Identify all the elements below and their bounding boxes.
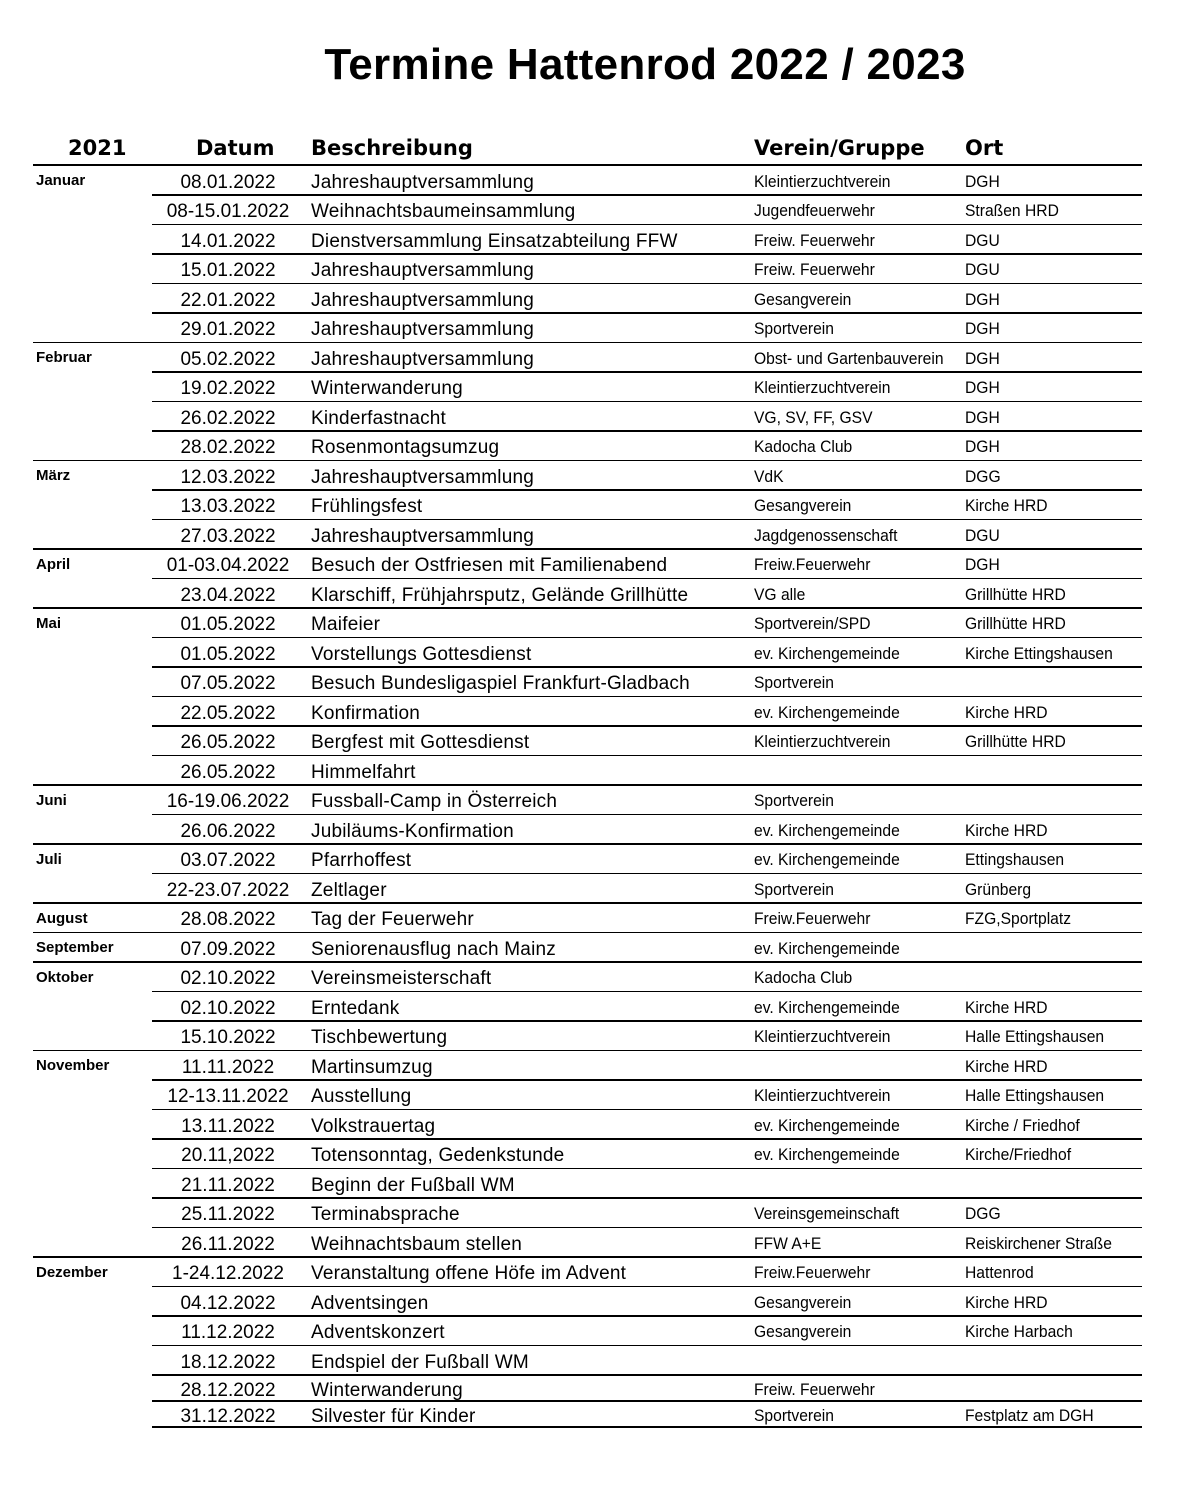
header-year: 2021 — [68, 136, 127, 160]
event-description: Besuch der Ostfriesen mit Familienabend — [311, 555, 668, 577]
month-label: Februar — [36, 349, 92, 366]
event-description: Tischbewertung — [311, 1027, 448, 1049]
event-description: Seniorenausflug nach Mainz — [311, 938, 556, 960]
event-organizer: ev. Kirchengemeinde — [754, 997, 900, 1017]
event-description: Jahreshauptversammlung — [311, 466, 535, 488]
event-date: 21.11.2022 — [181, 1174, 275, 1196]
event-location: Kirche/Friedhof — [965, 1145, 1072, 1165]
table-row — [0, 1022, 1200, 1052]
table-row — [0, 196, 1200, 226]
event-location: DGH — [965, 407, 1000, 427]
event-organizer: FFW A+E — [754, 1233, 822, 1253]
event-organizer: Kleintierzuchtverein — [754, 171, 891, 191]
event-date: 12.03.2022 — [180, 466, 276, 488]
event-date: 07.05.2022 — [180, 673, 276, 695]
table-row — [0, 874, 1200, 904]
event-location: Kirche HRD — [965, 820, 1048, 840]
month-label: Dezember — [36, 1263, 108, 1281]
table-row — [0, 1051, 1200, 1081]
table-row — [0, 933, 1200, 963]
event-description: Himmelfahrt — [311, 761, 416, 783]
event-description: Jahreshauptversammlung — [311, 525, 535, 547]
table-row — [0, 491, 1200, 521]
event-description: Erntedank — [311, 997, 400, 1019]
event-organizer: Freiw.Feuerwehr — [754, 555, 871, 575]
event-organizer: Sportverein — [754, 791, 834, 811]
event-description: Kinderfastnacht — [311, 407, 447, 429]
event-organizer: Freiw. Feuerwehr — [754, 230, 875, 250]
event-description: Volkstrauertag — [311, 1115, 436, 1137]
event-organizer: VG, SV, FF, GSV — [754, 407, 873, 427]
event-organizer: Jugendfeuerwehr — [754, 201, 875, 221]
event-description: Totensonntag, Gedenkstunde — [311, 1145, 565, 1167]
event-organizer: Freiw. Feuerwehr — [754, 1379, 875, 1399]
table-row — [0, 343, 1200, 373]
table-row — [0, 638, 1200, 668]
event-organizer: Kleintierzuchtverein — [754, 378, 891, 398]
event-location: Grillhütte HRD — [965, 614, 1066, 634]
event-description: Jahreshauptversammlung — [311, 319, 535, 341]
event-date: 15.10.2022 — [180, 1027, 276, 1049]
event-description: Weihnachtsbaum stellen — [311, 1233, 523, 1255]
event-description: Adventskonzert — [311, 1322, 445, 1344]
event-date: 05.02.2022 — [180, 348, 276, 370]
event-location: Hattenrod — [965, 1263, 1034, 1283]
event-location: Halle Ettingshausen — [965, 1027, 1105, 1047]
event-description: Veranstaltung offene Höfe im Advent — [311, 1263, 627, 1285]
event-description: Jahreshauptversammlung — [311, 171, 535, 193]
event-location: DGH — [965, 437, 1000, 457]
month-label: Oktober — [36, 968, 94, 986]
table-row — [0, 550, 1200, 580]
event-date: 13.03.2022 — [180, 496, 276, 518]
event-date: 28.08.2022 — [180, 909, 276, 931]
event-date: 28.12.2022 — [180, 1379, 276, 1401]
event-date: 08.01.2022 — [180, 171, 276, 193]
event-organizer: Sportverein — [754, 1405, 834, 1425]
events-table — [0, 166, 1200, 1428]
month-label: August — [36, 909, 88, 927]
event-organizer: Gesangverein — [754, 496, 852, 516]
event-organizer: Freiw.Feuerwehr — [754, 1263, 871, 1283]
event-organizer: Gesangverein — [754, 1322, 852, 1342]
event-date: 01.05.2022 — [180, 643, 276, 665]
table-row — [0, 904, 1200, 934]
event-description: Winterwanderung — [311, 1379, 463, 1401]
event-location: Kirche HRD — [965, 1056, 1048, 1076]
table-row — [0, 609, 1200, 639]
event-location: DGU — [965, 525, 1000, 545]
event-location: Grünberg — [965, 879, 1032, 899]
event-date: 28.02.2022 — [180, 437, 276, 459]
event-organizer: Sportverein — [754, 673, 834, 693]
event-location: FZG,Sportplatz — [965, 909, 1072, 929]
event-date: 18.12.2022 — [180, 1351, 276, 1373]
table-row — [0, 284, 1200, 314]
event-organizer: Gesangverein — [754, 289, 852, 309]
event-description: Adventsingen — [311, 1292, 429, 1314]
event-description: Weihnachtsbaumeinsammlung — [311, 201, 576, 223]
event-location: DGH — [965, 348, 1000, 368]
event-location: Straßen HRD — [965, 201, 1059, 221]
event-description: Zeltlager — [311, 879, 387, 901]
event-organizer: VdK — [754, 466, 784, 486]
table-row — [0, 1287, 1200, 1317]
event-location: DGU — [965, 230, 1000, 250]
event-description: Terminabsprache — [311, 1204, 460, 1226]
event-date: 26.05.2022 — [180, 761, 276, 783]
table-row — [0, 1317, 1200, 1347]
header-datum: Datum — [196, 136, 275, 160]
event-description: Besuch Bundesligaspiel Frankfurt-Gladbach — [311, 673, 690, 695]
event-date: 07.09.2022 — [180, 938, 276, 960]
event-date: 01.05.2022 — [180, 614, 276, 636]
event-location: Kirche HRD — [965, 702, 1048, 722]
event-description: Beginn der Fußball WM — [311, 1174, 515, 1196]
event-description: Ausstellung — [311, 1086, 412, 1108]
event-location: Kirche HRD — [965, 1292, 1048, 1312]
header-beschreibung: Beschreibung — [311, 136, 473, 160]
table-row — [0, 1346, 1200, 1376]
month-label: November — [36, 1057, 110, 1074]
table-row — [0, 314, 1200, 344]
event-description: Vereinsmeisterschaft — [311, 968, 492, 990]
event-date: 29.01.2022 — [180, 319, 276, 341]
event-date: 20.11,2022 — [181, 1145, 275, 1167]
event-location: DGG — [965, 1204, 1001, 1224]
event-location: Kirche Harbach — [965, 1322, 1073, 1342]
table-row — [0, 461, 1200, 491]
month-label: April — [36, 555, 71, 573]
table-row — [0, 668, 1200, 698]
event-location: Grillhütte HRD — [965, 584, 1066, 604]
event-organizer: Kadocha Club — [754, 968, 853, 988]
event-description: Fussball-Camp in Österreich — [311, 791, 558, 813]
event-location: DGH — [965, 378, 1000, 398]
event-date: 04.12.2022 — [180, 1292, 276, 1314]
event-date: 08-15.01.2022 — [166, 201, 290, 223]
event-organizer: ev. Kirchengemeinde — [754, 938, 900, 958]
event-organizer: Vereinsgemeinschaft — [754, 1204, 900, 1224]
table-row — [0, 1140, 1200, 1170]
event-date: 22.05.2022 — [180, 702, 276, 724]
event-description: Tag der Feuerwehr — [311, 909, 474, 931]
event-date: 11.12.2022 — [181, 1322, 275, 1344]
month-label: Juli — [36, 850, 62, 868]
event-date: 26.11.2022 — [181, 1233, 275, 1255]
event-date: 26.06.2022 — [180, 820, 276, 842]
event-description: Jahreshauptversammlung — [311, 289, 535, 311]
event-location: DGG — [965, 466, 1001, 486]
table-row — [0, 727, 1200, 757]
table-row — [0, 373, 1200, 403]
event-description: Winterwanderung — [311, 378, 463, 400]
event-organizer: Kleintierzuchtverein — [754, 1027, 891, 1047]
event-organizer: Freiw.Feuerwehr — [754, 909, 871, 929]
event-location: DGH — [965, 171, 1000, 191]
event-date: 16-19.06.2022 — [166, 791, 290, 813]
table-row — [0, 432, 1200, 462]
event-date: 13.11.2022 — [181, 1115, 275, 1137]
table-row — [0, 697, 1200, 727]
event-date: 01-03.04.2022 — [166, 555, 290, 577]
event-date: 1-24.12.2022 — [172, 1263, 284, 1285]
event-organizer: Kleintierzuchtverein — [754, 1086, 891, 1106]
event-description: Endspiel der Fußball WM — [311, 1351, 529, 1373]
table-row — [0, 815, 1200, 845]
table-row — [0, 520, 1200, 550]
event-description: Martinsumzug — [311, 1056, 433, 1078]
event-date: 27.03.2022 — [180, 525, 276, 547]
event-description: Jahreshauptversammlung — [311, 348, 535, 370]
table-row — [0, 1376, 1200, 1402]
event-description: Maifeier — [311, 614, 381, 636]
table-row — [0, 845, 1200, 875]
page-title: Termine Hattenrod 2022 / 2023 — [324, 40, 966, 89]
table-row — [0, 225, 1200, 255]
table-row — [0, 1169, 1200, 1199]
month-label: Januar — [36, 172, 86, 189]
event-date: 26.02.2022 — [180, 407, 276, 429]
event-organizer: Obst- und Gartenbauverein — [754, 348, 944, 368]
table-row — [0, 579, 1200, 609]
table-row — [0, 1199, 1200, 1229]
header-ort: Ort — [965, 136, 1004, 160]
event-description: Silvester für Kinder — [311, 1405, 476, 1427]
table-row — [0, 992, 1200, 1022]
event-date: 26.05.2022 — [180, 732, 276, 754]
event-organizer: ev. Kirchengemeinde — [754, 702, 900, 722]
event-location: DGH — [965, 289, 1000, 309]
table-header — [0, 134, 1200, 166]
event-location: Kirche HRD — [965, 496, 1048, 516]
table-row — [0, 1228, 1200, 1258]
table-row — [0, 1402, 1200, 1428]
month-label: Mai — [36, 614, 62, 632]
event-date: 23.04.2022 — [180, 584, 276, 606]
event-date: 12-13.11.2022 — [167, 1086, 289, 1108]
event-location: Halle Ettingshausen — [965, 1086, 1105, 1106]
event-date: 19.02.2022 — [180, 378, 276, 400]
event-organizer: Kleintierzuchtverein — [754, 732, 891, 752]
event-date: 14.01.2022 — [180, 230, 276, 252]
event-description: Frühlingsfest — [311, 496, 423, 518]
event-organizer: ev. Kirchengemeinde — [754, 1145, 900, 1165]
event-date: 02.10.2022 — [180, 968, 276, 990]
event-organizer: ev. Kirchengemeinde — [754, 820, 900, 840]
event-location: Kirche Ettingshausen — [965, 643, 1113, 663]
event-description: Bergfest mit Gottesdienst — [311, 732, 530, 754]
event-description: Jubiläums-Konfirmation — [311, 820, 514, 842]
event-date: 31.12.2022 — [180, 1405, 276, 1427]
event-date: 02.10.2022 — [180, 997, 276, 1019]
event-location: DGH — [965, 319, 1000, 339]
event-organizer: Sportverein — [754, 319, 834, 339]
event-description: Klarschiff, Frühjahrsputz, Gelände Grillhütte — [311, 584, 689, 606]
event-description: Jahreshauptversammlung — [311, 260, 535, 282]
event-date: 03.07.2022 — [180, 850, 276, 872]
month-label: September — [36, 939, 114, 956]
event-location: DGH — [965, 555, 1000, 575]
row-divider — [152, 1426, 1142, 1428]
table-row — [0, 1081, 1200, 1111]
table-row — [0, 166, 1200, 196]
event-organizer: Kadocha Club — [754, 437, 853, 457]
table-row — [0, 963, 1200, 993]
event-organizer: Jagdgenossenschaft — [754, 525, 898, 545]
event-description: Dienstversammlung Einsatzabteilung FFW — [311, 230, 678, 252]
event-location: Ettingshausen — [965, 850, 1065, 870]
event-location: Reiskirchener Straße — [965, 1233, 1112, 1253]
event-organizer: ev. Kirchengemeinde — [754, 643, 900, 663]
event-location: Kirche / Friedhof — [965, 1115, 1080, 1135]
event-description: Pfarrhoffest — [311, 850, 412, 872]
event-location: Festplatz am DGH — [965, 1405, 1094, 1425]
event-description: Vorstellungs Gottesdienst — [311, 643, 532, 665]
event-organizer: ev. Kirchengemeinde — [754, 1115, 900, 1135]
event-location: Grillhütte HRD — [965, 732, 1066, 752]
event-location: DGU — [965, 260, 1000, 280]
event-organizer: Sportverein — [754, 879, 834, 899]
table-row — [0, 756, 1200, 786]
event-date: 11.11.2022 — [181, 1056, 275, 1078]
event-organizer: Freiw. Feuerwehr — [754, 260, 875, 280]
event-date: 22.01.2022 — [180, 289, 276, 311]
event-date: 25.11.2022 — [181, 1204, 275, 1226]
month-label: März — [36, 467, 71, 484]
event-organizer: Gesangverein — [754, 1292, 852, 1312]
event-date: 15.01.2022 — [180, 260, 276, 282]
event-organizer: VG alle — [754, 584, 806, 604]
table-row — [0, 402, 1200, 432]
month-label: Juni — [36, 791, 67, 809]
event-organizer: ev. Kirchengemeinde — [754, 850, 900, 870]
table-row — [0, 786, 1200, 816]
event-description: Rosenmontagsumzug — [311, 437, 500, 459]
header-verein: Verein/Gruppe — [754, 136, 925, 160]
event-description: Konfirmation — [311, 702, 421, 724]
table-row — [0, 1110, 1200, 1140]
table-row — [0, 1258, 1200, 1288]
event-location: Kirche HRD — [965, 997, 1048, 1017]
event-date: 22-23.07.2022 — [166, 879, 290, 901]
event-organizer: Sportverein/SPD — [754, 614, 871, 634]
table-row — [0, 255, 1200, 285]
